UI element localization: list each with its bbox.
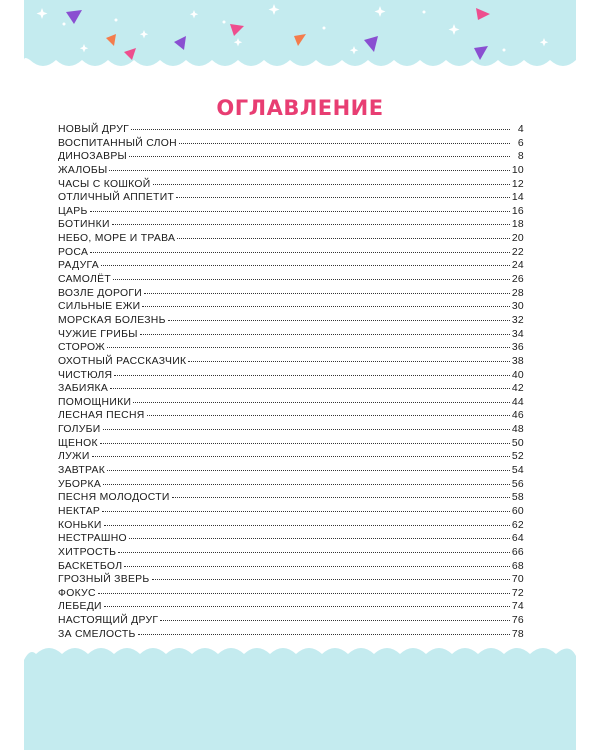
toc-row (58, 601, 524, 615)
toc-entry-title: БОТИНКИ (58, 219, 110, 231)
dot-leader (109, 170, 509, 171)
toc-entry-page: 42 (511, 383, 524, 395)
toc-row (58, 356, 524, 370)
toc-entry-title: ВОЗЛЕ ДОРОГИ (58, 287, 143, 299)
toc-row (58, 615, 524, 629)
scalloped-edge (24, 0, 576, 66)
toc-row (58, 629, 524, 643)
toc-entry-title: ЧИСТЮЛЯ (58, 369, 113, 381)
toc-row (58, 315, 524, 329)
toc-entry-page: 52 (511, 451, 524, 463)
dot-leader (92, 456, 510, 457)
dot-leader (188, 361, 509, 362)
toc-entry-page: 76 (511, 615, 524, 627)
dot-leader (90, 252, 510, 253)
toc-entry-page: 4 (517, 124, 524, 135)
toc-entry-title: ПЕСНЯ МОЛОДОСТИ (58, 492, 170, 504)
toc-entry-title: КОНЬКИ (58, 519, 102, 531)
toc-entry-title: РАДУГА (58, 260, 99, 272)
dot-leader (129, 538, 510, 539)
toc-entry-title: ГОЛУБИ (58, 424, 101, 436)
dot-leader (176, 197, 510, 198)
toc-row (58, 451, 524, 465)
toc-entry-page: 50 (511, 437, 524, 449)
dot-leader (133, 402, 510, 403)
dot-leader (114, 375, 509, 376)
toc-row (58, 247, 524, 261)
toc-row (58, 165, 524, 179)
toc-entry-page: 36 (511, 342, 524, 354)
toc-row (58, 397, 524, 411)
toc-entry-title: ДИНОЗАВРЫ (58, 151, 128, 163)
toc-row (58, 520, 524, 534)
toc-row (58, 547, 524, 561)
toc-entry-page: 30 (511, 301, 524, 313)
toc-row (58, 438, 524, 452)
toc-entry-page: 68 (511, 560, 524, 572)
dot-leader (104, 525, 510, 526)
toc-row (58, 574, 524, 588)
toc-row (58, 410, 524, 424)
toc-entry-title: ОХОТНЫЙ РАССКАЗЧИК (58, 355, 187, 367)
dot-leader (179, 143, 510, 144)
dot-leader (144, 293, 510, 294)
toc-entry-page: 26 (511, 274, 524, 286)
toc-entry-page: 38 (511, 355, 524, 367)
dot-leader (160, 620, 509, 621)
toc-row (58, 561, 524, 575)
toc-entry-page: 24 (511, 260, 524, 272)
toc-entry-page: 64 (511, 533, 524, 545)
toc-row (58, 301, 524, 315)
toc-entry-page: 56 (511, 478, 524, 490)
toc-entry-page: 54 (511, 465, 524, 477)
toc-entry-title: НАСТОЯЩИЙ ДРУГ (58, 615, 159, 627)
toc-row (58, 124, 524, 138)
dot-leader (152, 579, 510, 580)
toc-entry-title: ВОСПИТАННЫЙ СЛОН (58, 137, 177, 149)
toc-entry-title: ГРОЗНЫЙ ЗВЕРЬ (58, 574, 150, 586)
toc-row (58, 492, 524, 506)
dot-leader (147, 415, 510, 416)
dot-leader (90, 211, 510, 212)
dot-leader (177, 238, 510, 239)
toc-row (58, 288, 524, 302)
toc-entry-page: 32 (511, 314, 524, 326)
toc-entry-title: МОРСКАЯ БОЛЕЗНЬ (58, 314, 166, 326)
toc-row (58, 138, 524, 152)
toc-entry-title: ЛЕБЕДИ (58, 601, 102, 613)
dot-leader (131, 129, 510, 130)
dot-leader (101, 265, 510, 266)
page-title: ОГЛАВЛЕНИЕ (216, 96, 384, 120)
toc-entry-title: СТОРОЖ (58, 342, 106, 354)
toc-entry-title: САМОЛЁТ (58, 274, 112, 286)
toc-entry-title: ЗА СМЕЛОСТЬ (58, 628, 136, 640)
toc-entry-page: 28 (511, 287, 524, 299)
toc-entry-page: 46 (511, 410, 524, 422)
table-of-contents (58, 124, 524, 642)
dot-leader (124, 566, 510, 567)
dot-leader (140, 334, 510, 335)
dot-leader (100, 443, 510, 444)
dot-leader (138, 634, 510, 635)
toc-row (58, 479, 524, 493)
toc-row (58, 506, 524, 520)
toc-entry-title: НЕКТАР (58, 505, 101, 517)
toc-row (58, 342, 524, 356)
toc-row (58, 179, 524, 193)
dot-leader (107, 347, 510, 348)
toc-row (58, 424, 524, 438)
toc-entry-title: ХИТРОСТЬ (58, 546, 117, 558)
toc-entry-title: ФОКУС (58, 587, 96, 599)
toc-entry-title: ПОМОЩНИКИ (58, 396, 132, 408)
toc-entry-title: ЗАБИЯКА (58, 383, 109, 395)
toc-entry-page: 16 (511, 205, 524, 217)
toc-entry-page: 6 (517, 137, 524, 149)
toc-row (58, 206, 524, 220)
toc-entry-page: 34 (511, 328, 524, 340)
toc-entry-title: РОСА (58, 246, 89, 258)
toc-entry-title: ЩЕНОК (58, 437, 98, 449)
scalloped-edge (24, 648, 576, 750)
dot-leader (110, 388, 510, 389)
toc-row (58, 192, 524, 206)
dot-leader (112, 224, 510, 225)
toc-entry-title: БАСКЕТБОЛ (58, 560, 123, 572)
toc-entry-title: ЧУЖИЕ ГРИБЫ (58, 328, 138, 340)
toc-entry-title: НЕБО, МОРЕ И ТРАВА (58, 233, 176, 245)
toc-entry-page: 58 (511, 492, 524, 504)
dot-leader (107, 470, 510, 471)
dot-leader (142, 306, 509, 307)
toc-entry-page: 14 (511, 192, 524, 204)
toc-row (58, 260, 524, 274)
bottom-decorative-band (24, 648, 576, 750)
dot-leader (103, 484, 510, 485)
toc-entry-title: НЕСТРАШНО (58, 533, 127, 545)
toc-entry-page: 10 (511, 164, 524, 176)
toc-entry-page: 22 (511, 246, 524, 258)
toc-entry-title: НОВЫЙ ДРУГ (58, 124, 130, 135)
dot-leader (103, 429, 510, 430)
toc-row (58, 588, 524, 602)
toc-entry-page: 72 (511, 587, 524, 599)
toc-entry-page: 20 (511, 233, 524, 245)
toc-row (58, 383, 524, 397)
toc-entry-page: 40 (511, 369, 524, 381)
top-decorative-band (24, 0, 576, 72)
toc-entry-page: 74 (511, 601, 524, 613)
toc-entry-page: 48 (511, 424, 524, 436)
toc-entry-page: 62 (511, 519, 524, 531)
dot-leader (118, 552, 510, 553)
toc-entry-title: УБОРКА (58, 478, 102, 490)
toc-entry-title: СИЛЬНЫЕ ЕЖИ (58, 301, 141, 313)
toc-entry-title: ЦАРЬ (58, 205, 88, 217)
toc-entry-page: 78 (511, 628, 524, 640)
dot-leader (153, 184, 510, 185)
toc-row (58, 465, 524, 479)
toc-entry-page: 8 (517, 151, 524, 163)
toc-row (58, 370, 524, 384)
toc-entry-title: ЛЕСНАЯ ПЕСНЯ (58, 410, 145, 422)
toc-entry-title: ЛУЖИ (58, 451, 90, 463)
toc-row (58, 274, 524, 288)
toc-entry-title: ОТЛИЧНЫЙ АППЕТИТ (58, 192, 175, 204)
toc-entry-page: 60 (511, 505, 524, 517)
toc-row (58, 533, 524, 547)
dot-leader (129, 156, 510, 157)
dot-leader (113, 279, 510, 280)
dot-leader (102, 511, 510, 512)
dot-leader (98, 593, 510, 594)
toc-row (58, 233, 524, 247)
dot-leader (168, 320, 510, 321)
dot-leader (104, 606, 510, 607)
toc-row (58, 151, 524, 165)
dot-leader (172, 497, 510, 498)
toc-entry-title: ЗАВТРАК (58, 465, 106, 477)
toc-entry-page: 66 (511, 546, 524, 558)
toc-entry-title: ЖАЛОБЫ (58, 164, 108, 176)
toc-entry-page: 44 (511, 396, 524, 408)
toc-entry-page: 12 (511, 178, 524, 190)
toc-row (58, 219, 524, 233)
toc-entry-page: 18 (511, 219, 524, 231)
toc-row (58, 329, 524, 343)
toc-entry-page: 70 (511, 574, 524, 586)
toc-entry-title: ЧАСЫ С КОШКОЙ (58, 178, 151, 190)
